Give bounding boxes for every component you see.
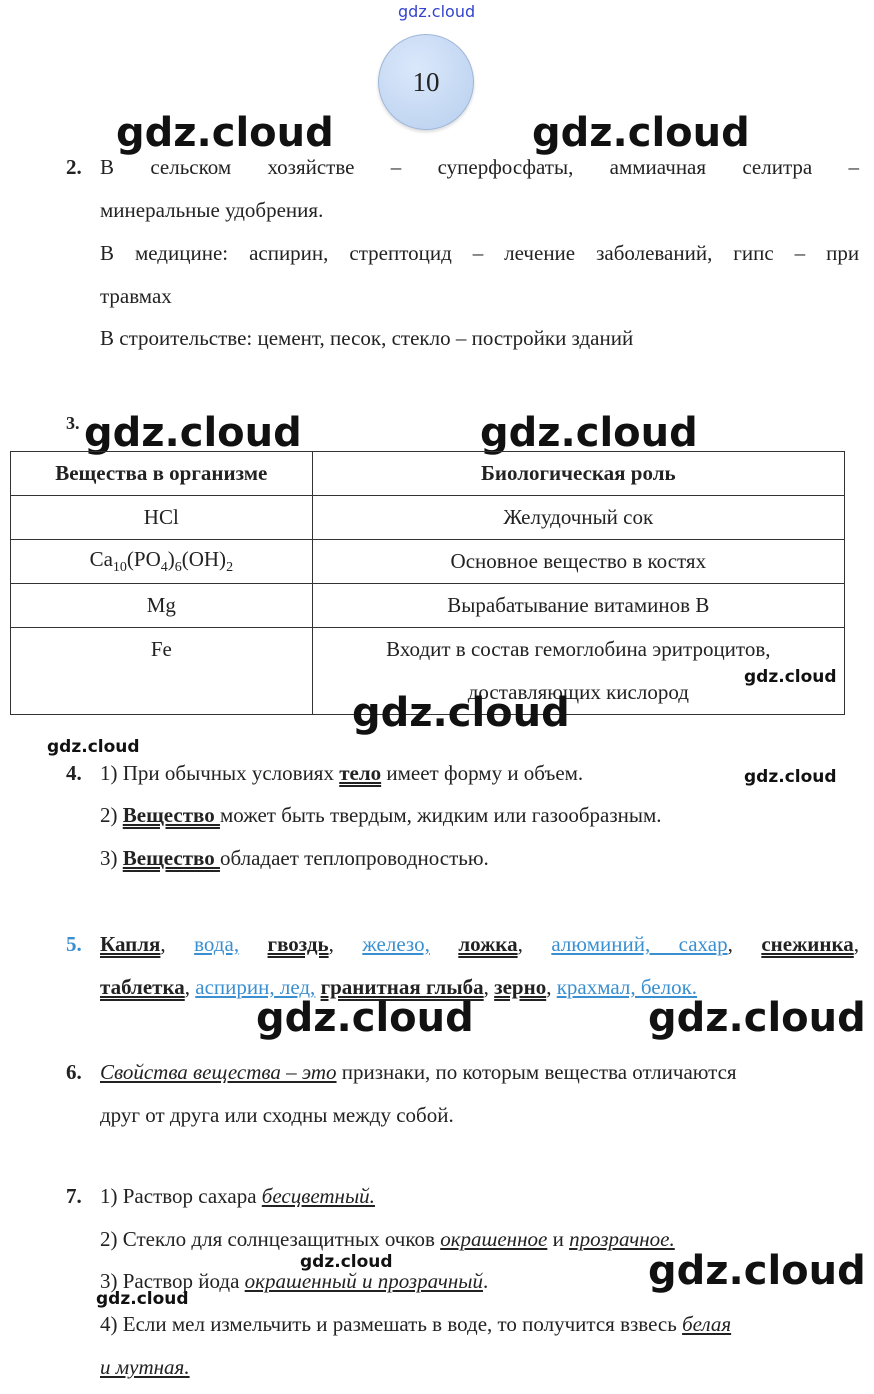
table-header: Биологическая роль <box>312 452 844 496</box>
table-header-row <box>11 452 845 496</box>
watermark: gdz.cloud <box>116 110 334 156</box>
q7-line3: 3) Раствор йода окрашенный и прозрачный. <box>100 1269 489 1293</box>
table-cell: Mg <box>11 584 313 628</box>
substances-table <box>10 451 845 715</box>
table-cell-formula: $Ca_{10}(PO_4)_6(OH)_2$ <box>11 540 313 584</box>
q7-line4: 4) Если мел измельчить и размешать в воде, то получится взвесь белая <box>100 1312 732 1336</box>
q2-line5: В строительстве: цемент, песок, стекло – постройки зданий <box>100 326 634 350</box>
watermark: gdz.cloud <box>96 1289 189 1309</box>
table-cell: HCl <box>11 496 313 540</box>
table-header: Вещества в организме <box>11 452 313 496</box>
watermark: gdz.cloud <box>480 410 698 456</box>
q4-line2: 2) Вещество может быть твердым, жидким или газообразным. <box>100 803 662 827</box>
page-number: 10 <box>412 66 440 97</box>
q2-line4: травмах <box>100 284 172 308</box>
watermark: gdz.cloud <box>47 737 140 757</box>
table-row <box>11 584 845 628</box>
watermark: gdz.cloud <box>744 767 837 787</box>
q4-line1: 1) При обычных условиях тело имеет форму и объем. <box>100 761 584 785</box>
q5-line1: Капля, вода, гвоздь, железо, ложка, алюминий, сахар, снежинка, <box>100 932 860 956</box>
q6-line2: друг от друга или сходны между собой. <box>100 1103 454 1127</box>
q2-line1: В сельском хозяйстве – суперфосфаты, аммиачная селитра – <box>100 155 860 179</box>
q4-line3: 3) Вещество обладает теплопроводностью. <box>100 846 489 870</box>
watermark: gdz.cloud <box>256 995 474 1041</box>
table-row <box>11 540 845 584</box>
q2-line2: минеральные удобрения. <box>100 198 324 222</box>
question-6-number: 6. <box>66 1060 82 1084</box>
question-4-number: 4. <box>66 761 82 785</box>
q7-line2: 2) Стекло для солнцезащитных очков окрашенное и прозрачное. <box>100 1227 675 1251</box>
q5-line2: таблетка, аспирин, лед, гранитная глыба, зерно, крахмал, белок. <box>100 975 698 999</box>
table-cell: Основное вещество в костях <box>312 540 844 584</box>
q6-line1: Свойства вещества – это признаки, по которым вещества отличаются <box>100 1060 737 1084</box>
table-cell: Вырабатывание витаминов B <box>312 584 844 628</box>
page-number-badge <box>378 34 474 130</box>
watermark: gdz.cloud <box>532 110 750 156</box>
table-row <box>11 496 845 540</box>
watermark: gdz.cloud <box>300 1252 393 1272</box>
watermark-top: gdz.cloud <box>398 2 476 21</box>
q2-line3: В медицине: аспирин, стрептоцид – лечение заболеваний, гипс – при <box>100 241 860 265</box>
watermark: gdz.cloud <box>352 690 570 736</box>
question-3-number: 3. <box>66 413 80 433</box>
q7-line5: и мутная. <box>100 1355 190 1379</box>
watermark: gdz.cloud <box>744 667 837 687</box>
watermark: gdz.cloud <box>84 410 302 456</box>
question-7-number: 7. <box>66 1184 82 1208</box>
table-cell: Fe <box>11 628 313 715</box>
q7-line1: 1) Раствор сахара бесцветный. <box>100 1184 375 1208</box>
watermark: gdz.cloud <box>648 995 866 1041</box>
question-5-number: 5. <box>66 932 82 956</box>
table-cell: Желудочный сок <box>312 496 844 540</box>
table-cell: Входит в состав гемоглобина эритроцитов, доставляющих кислород <box>312 628 844 715</box>
question-2-number: 2. <box>66 155 82 179</box>
watermark: gdz.cloud <box>648 1248 866 1294</box>
